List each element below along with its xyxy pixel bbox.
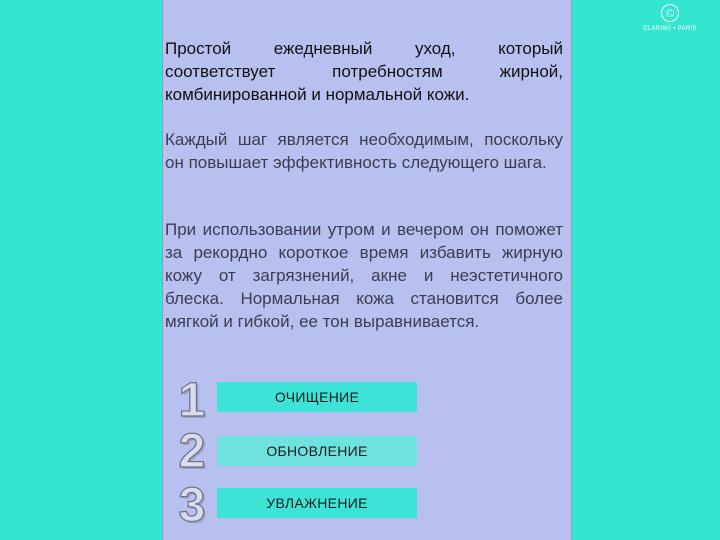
renewal-button[interactable]: ОБНОВЛЕНИЕ: [217, 436, 417, 466]
steps-paragraph: Каждый шаг является необходимым, поскольку он повышает эффективность следующего шага.: [165, 130, 563, 172]
brand-logo: [620, 4, 720, 32]
logo-text: CLARINS • PARIS: [643, 26, 697, 32]
step-number-3: 3: [178, 479, 206, 532]
content-panel: [162, 0, 572, 540]
cleansing-button[interactable]: ОЧИЩЕНИЕ: [217, 382, 417, 412]
step-number-2: 2: [178, 425, 206, 478]
usage-paragraph: При использовании утром и вечером он поможет за рекордно короткое время избавить жирную кожу от загрязнений, акне и неэстетичного блеска. Нормальная кожа становится более мягкой и гибкой, ее тон выравнивается.: [165, 220, 563, 331]
moisturizing-button[interactable]: УВЛАЖНЕНИЕ: [217, 488, 417, 518]
logo-mark-icon: ©: [661, 4, 679, 22]
step-number-1: 1: [178, 374, 206, 427]
intro-paragraph: Простой ежедневный уход, который соответствует потребностям жирной, комбинированной и нормальной кожи.: [165, 39, 563, 104]
